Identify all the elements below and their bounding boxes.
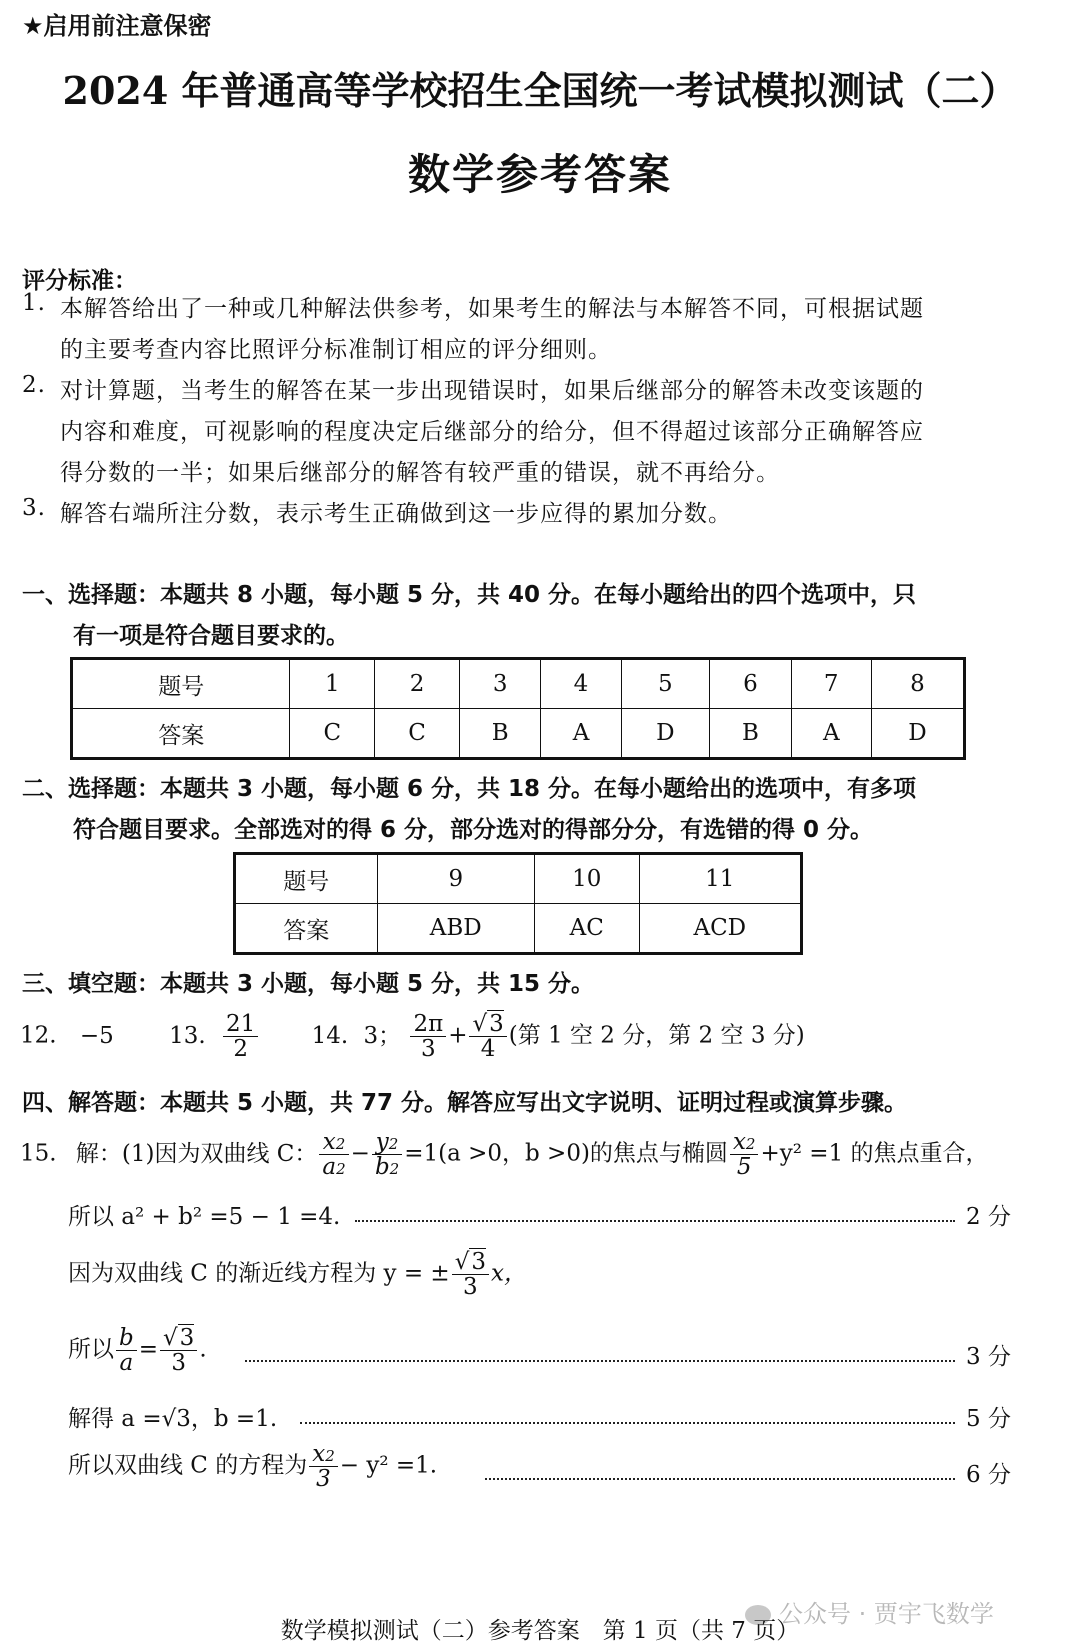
q15-step2-end: x， [491,1260,527,1287]
criteria-item-1-line1: 本解答给出了一种或几种解法供参考，如果考生的解法与本解答不同，可根据试题 [60,296,924,322]
section2-heading-line2: 符合题目要求。全部选对的得 6 分，部分选对的得部分分，有选错的得 0 分。 [73,817,874,843]
q15-step4-score: 5 分 [966,1406,1011,1432]
q14-sqrt-denominator: 4 [480,1036,496,1063]
criteria-item-2-line3: 得分数的一半；如果后继部分的解答有较严重的错误，就不再给分。 [60,460,780,486]
criteria-item-3-line1: 解答右端所注分数，表示考生正确做到这一步应得的累加分数。 [60,501,732,527]
q14-pi-denominator: 3 [420,1036,436,1063]
ratio-value: $\frac{√3}{3}$ [160,1326,197,1375]
dot-leader [245,1360,955,1362]
q12-answer: −5 [79,1022,114,1049]
table-cell: ACD [639,904,801,954]
table-cell: D [871,709,964,759]
table-header-question: 题号 [235,854,378,904]
table-cell: 5 [621,659,710,709]
table-cell: 1 [290,659,375,709]
table-cell: B [710,709,792,759]
q13-numerator: 21 [223,1012,258,1037]
hyperbola-y-term: $\frac{y2}{b2}$ [372,1130,402,1179]
q14-fraction-pi [410,1012,446,1061]
fill-in-answers [20,1012,805,1061]
table-cell: C [375,709,460,759]
q13-answer-fraction [223,1012,258,1061]
q15-step5-line [68,1442,437,1491]
table-row [72,659,965,709]
watermark-text: 公众号 · 贾宇飞数学 [779,1600,994,1628]
criteria-heading: 评分标准： [22,268,137,294]
q14-sqrt-radicand: 3 [489,1011,504,1037]
hyperbola-x-term: $\frac{x2}{a2}$ [319,1130,348,1179]
q15-step3-line: 所以 $\frac{b}{a}$ = $\frac{√3}{3}$ . [68,1325,207,1377]
dot-leader [300,1422,955,1424]
q14-sqrt-numerator: √3 [469,1012,506,1037]
ratio-b-over-a: $\frac{b}{a}$ [116,1326,137,1375]
table-cell: A [541,709,621,759]
hyperbola-final-x-term: $\frac{x2}{3}$ [309,1442,338,1491]
q15-step1-score: 2 分 [966,1204,1011,1230]
q15-step2-line [68,1250,527,1299]
table-cell: 10 [534,854,639,904]
section2-answer-table [233,852,803,955]
table-cell: 6 [710,659,792,709]
table-cell: 3 [459,659,541,709]
table-cell: 2 [375,659,460,709]
table-cell: 8 [871,659,964,709]
q14-label: 14. [311,1022,349,1049]
dot-leader [485,1478,955,1480]
table-cell: 7 [791,659,871,709]
q14-first-answer: 3； [363,1022,402,1049]
confidential-notice: ★启用前注意保密 [22,12,212,40]
dot-leader [355,1220,955,1222]
section2-heading-line1: 二、选择题：本题共 3 小题，每小题 6 分，共 18 分。在每小题给出的选项中，有多项 [22,776,917,802]
exam-title: 2024 年普通高等学校招生全国统一考试模拟测试（二） [62,68,1018,113]
criteria-item-3-num: 3. [22,495,46,521]
q14-pi-numerator: 2π [410,1012,446,1037]
table-row [72,709,965,759]
q13-denominator: 2 [233,1036,248,1063]
section1-heading-line2: 有一项是符合题目要求的。 [73,623,349,649]
page-footer: 数学模拟测试（二）参考答案 第 1 页（共 7 页） [280,1618,800,1644]
table-row [235,854,802,904]
table-cell: A [791,709,871,759]
q15-step1: 所以 a² + b² =5 − 1 =4. [68,1204,341,1230]
q15-intro-condition: =1(a >0，b >0)的焦点与椭圆 [404,1140,728,1167]
q12-label: 12. [20,1022,57,1049]
q15-step5-score: 6 分 [966,1462,1011,1488]
q15-step5-prefix: 所以双曲线 C 的方程为 [68,1452,308,1479]
q14-scoring-note: (第 1 空 2 分，第 2 空 3 分) [508,1022,805,1049]
criteria-item-2-line2: 内容和难度，可视影响的程度决定后继部分的给分，但不得超过该部分正确解答应 [60,419,924,445]
q15-step4: 解得 a =√3，b =1. [68,1406,278,1432]
section3-heading: 三、填空题：本题共 3 小题，每小题 5 分，共 15 分。 [22,971,595,997]
criteria-item-2-line1: 对计算题，当考生的解答在某一步出现错误时，如果后继部分的解答未改变该题的 [60,378,924,404]
answer-key-title: 数学参考答案 [407,150,672,199]
q15-intro: 解：(1)因为双曲线 C： [75,1140,318,1167]
q15-label: 15. [20,1140,57,1167]
q15-step3-prefix: 所以 [68,1336,114,1363]
table-cell: 9 [377,854,534,904]
table-cell: C [290,709,375,759]
table-cell: B [459,709,541,759]
q15-step3-score: 3 分 [966,1344,1011,1370]
table-header-answer: 答案 [235,904,378,954]
table-header-question: 题号 [72,659,290,709]
q15-intro-end: +y² =1 的焦点重合， [760,1140,989,1167]
table-row [235,904,802,954]
q15-intro-line: 15. 解：(1)因为双曲线 C： $\frac{x2}{a2}$ − $\frac{y2}{b2}$ =1(a >0，b >0)的焦点与椭圆 $\frac{x2}{5}$ +y² =1 的焦点重合， [20,1129,989,1181]
table-cell: 11 [639,854,801,904]
q14-fraction-sqrt [469,1012,506,1061]
table-cell: AC [534,904,639,954]
asymptote-slope: $\frac{√3}{3}$ [452,1250,489,1299]
criteria-item-1-line2: 的主要考查内容比照评分标准制订相应的评分细则。 [60,337,612,363]
table-cell: ABD [377,904,534,954]
q15-step5-end: − y² =1. [339,1452,438,1479]
q13-label: 13. [169,1022,206,1049]
criteria-item-1-num: 1. [22,290,46,316]
section1-heading-line1: 一、选择题：本题共 8 小题，每小题 5 分，共 40 分。在每小题给出的四个选项中，只 [22,582,917,608]
q14-plus: + [448,1022,468,1049]
ellipse-x-term: $\frac{x2}{5}$ [730,1130,759,1179]
q15-step2: 因为双曲线 C 的渐近线方程为 y = ± [68,1260,450,1287]
criteria-item-2-num: 2. [22,372,46,398]
section1-answer-table [70,657,966,760]
table-cell: 4 [541,659,621,709]
table-cell: D [621,709,710,759]
section4-heading: 四、解答题：本题共 5 小题，共 77 分。解答应写出文字说明、证明过程或演算步骤。 [22,1090,908,1116]
table-header-answer: 答案 [72,709,290,759]
